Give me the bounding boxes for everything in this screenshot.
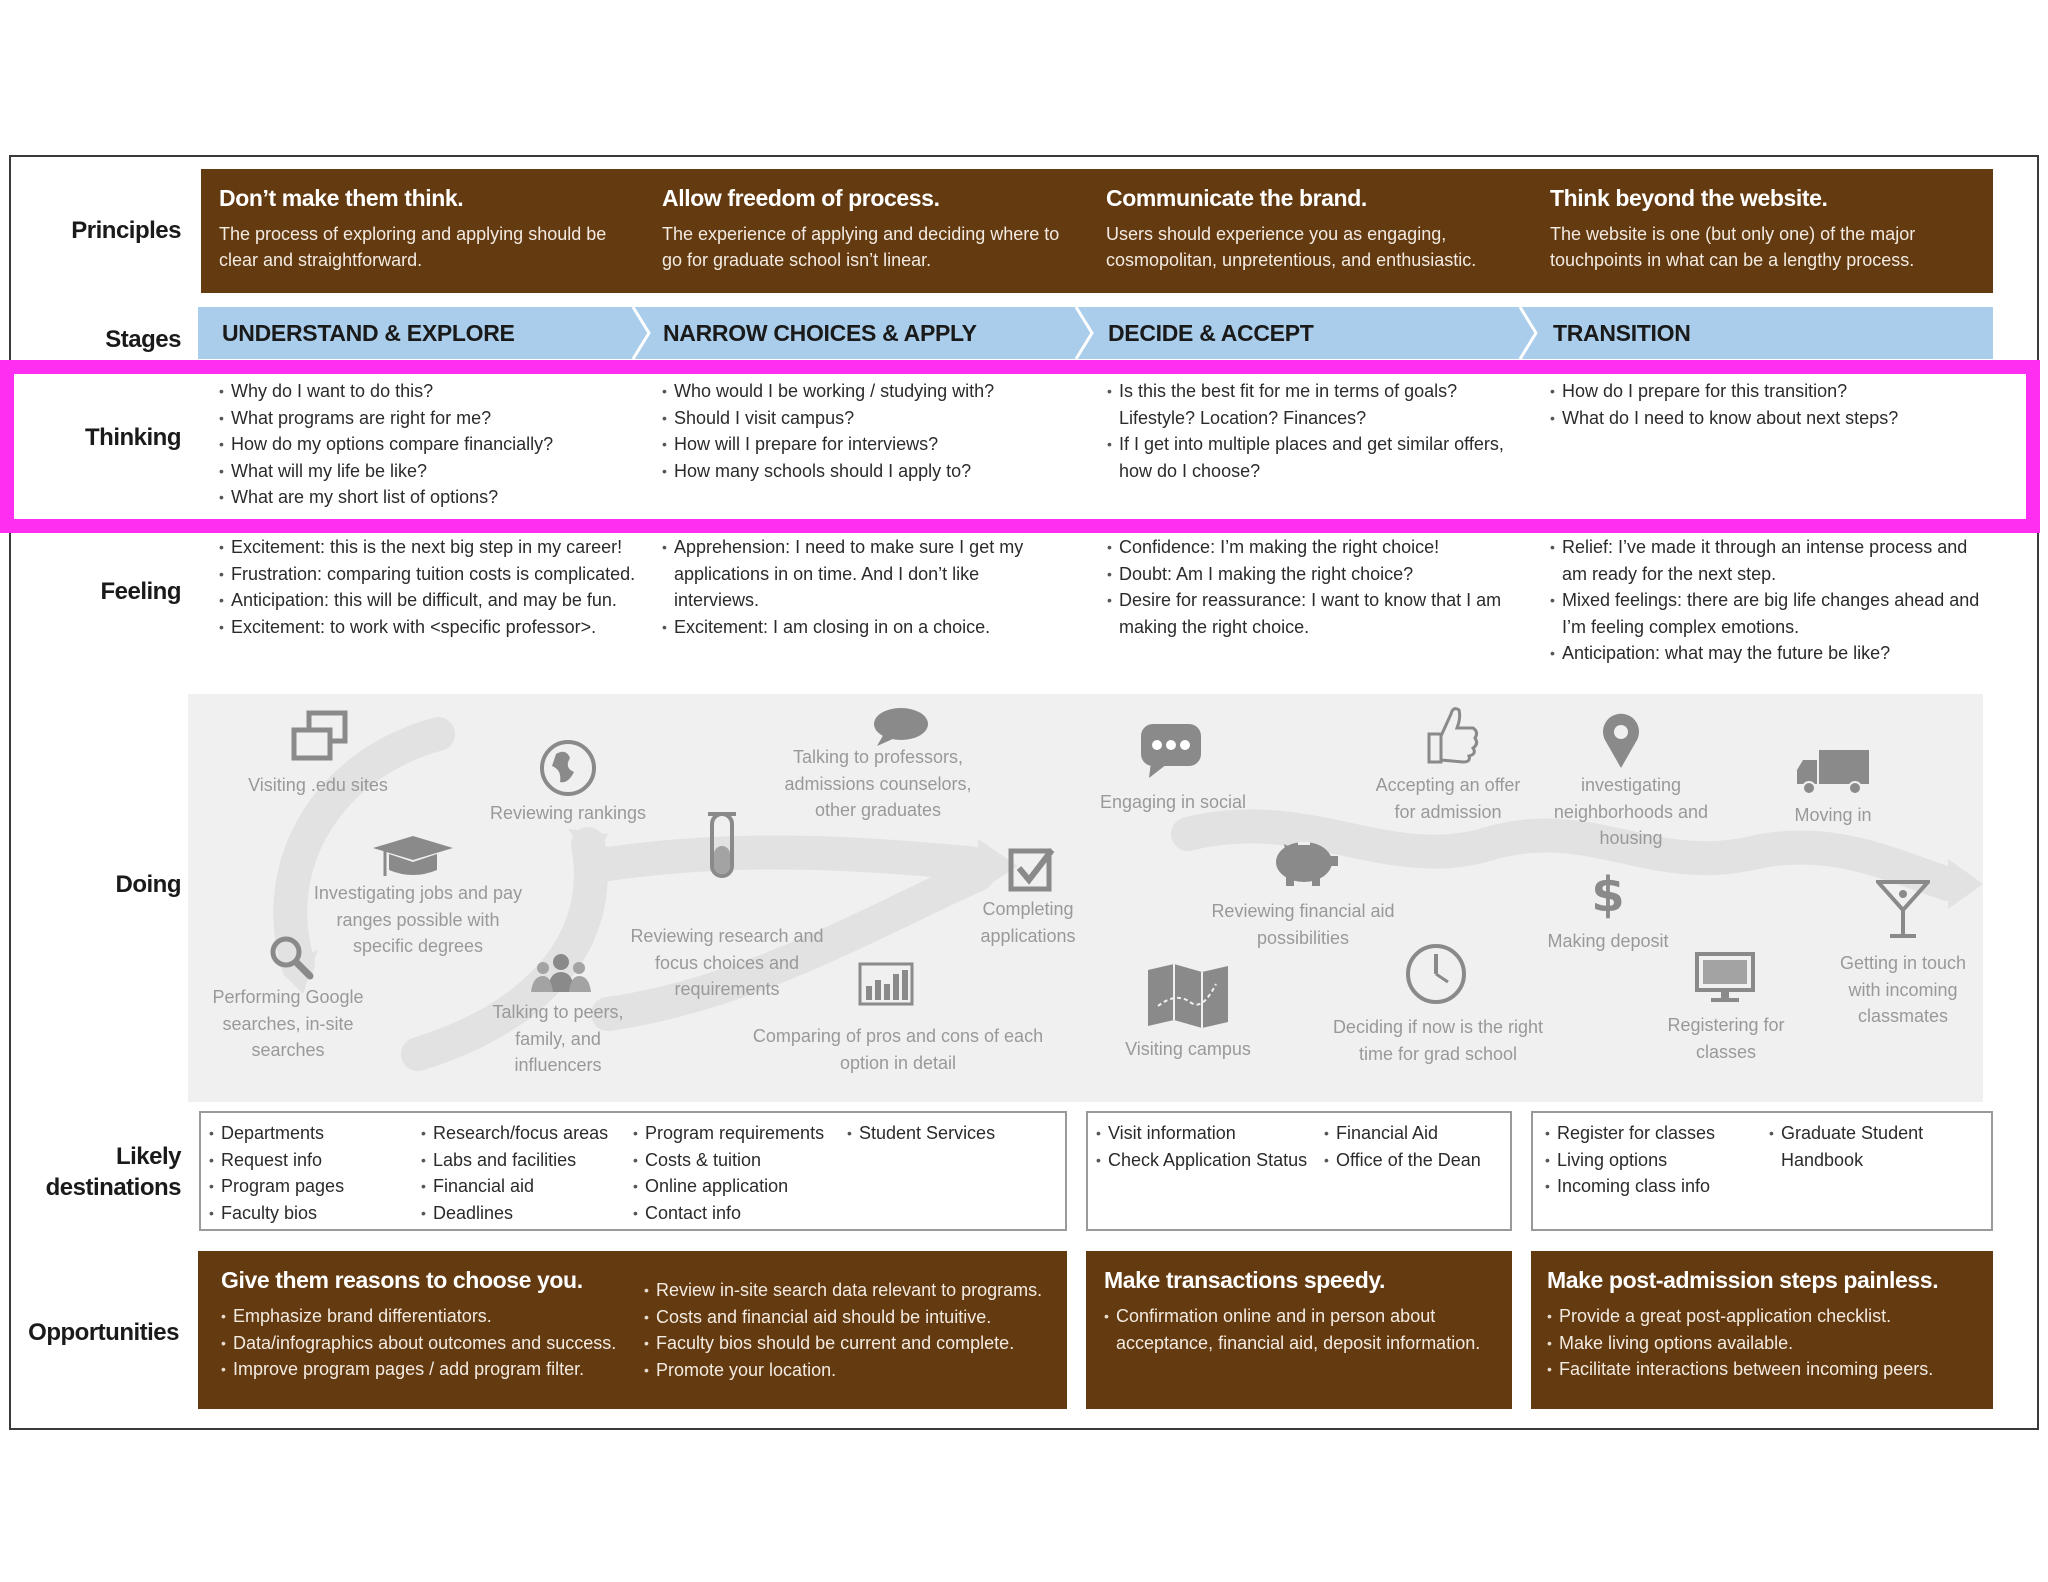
- principle-3: [1106, 183, 1526, 273]
- svg-text:$: $: [1591, 867, 1625, 921]
- principle-title: Think beyond the website.: [1550, 185, 1828, 211]
- destination-list: [209, 1120, 409, 1226]
- thinking-item: • Should I visit campus?: [662, 405, 1092, 432]
- stage-separator: [1074, 307, 1094, 359]
- principle-text: The experience of applying and deciding where to go for graduate school isn’t linear.: [662, 224, 1060, 270]
- opportunity-item: • Provide a great post-application checklist.: [1547, 1303, 1987, 1330]
- destination-item: • Faculty bios: [209, 1200, 409, 1227]
- principle-1: [219, 183, 639, 273]
- dollar-icon: [1590, 867, 1626, 921]
- doing-accepting-offer: Accepting an offer for admission: [1375, 775, 1521, 822]
- destination-item: • Graduate Student Handbook: [1769, 1120, 1979, 1173]
- doing-panel: [188, 694, 1983, 1102]
- principle-title: Communicate the brand.: [1106, 185, 1367, 211]
- destination-item: • Request info: [209, 1147, 409, 1174]
- row-label-doing: Doing: [115, 871, 181, 898]
- thinking-row-highlight: [0, 360, 2040, 533]
- feeling-item: • Excitement: this is the next big step in my career!: [219, 534, 649, 561]
- principle-text: The website is one (but only one) of the major touchpoints in what can be a lengthy process.: [1550, 224, 1916, 270]
- doing-visiting-edu: Visiting .edu sites: [248, 775, 388, 795]
- stage-separator: [1518, 307, 1538, 359]
- stage-separator: [631, 307, 651, 359]
- checkbox-icon: [1008, 846, 1056, 892]
- opportunity-item: • Costs and financial aid should be intuitive.: [644, 1304, 1064, 1331]
- feeling-item: • Anticipation: this will be difficult, and may be fun.: [219, 587, 649, 614]
- destination-item: • Financial Aid: [1324, 1120, 1504, 1147]
- destination-item: • Deadlines: [421, 1200, 631, 1227]
- truck-icon: [1795, 748, 1871, 796]
- chat-icon: [1139, 722, 1203, 780]
- doing-registering: Registering for classes: [1667, 1015, 1785, 1062]
- doing-making-deposit: Making deposit: [1547, 931, 1669, 951]
- destination-item: • Research/focus areas: [421, 1120, 631, 1147]
- destination-list: [1769, 1120, 1979, 1173]
- map-icon: [1146, 962, 1230, 1030]
- destination-item: • Register for classes: [1545, 1120, 1765, 1147]
- principles-band: [201, 169, 1993, 293]
- thinking-item: • If I get into multiple places and get similar offers, how do I choose?: [1107, 431, 1532, 484]
- doing-talking-peers: Talking to peers, family, and influencers: [492, 1002, 624, 1075]
- test-tube-icon: [704, 810, 740, 884]
- opportunity-item: • Facilitate interactions between incoming peers.: [1547, 1356, 1987, 1383]
- feeling-item: • Frustration: comparing tuition costs is complicated.: [219, 561, 649, 588]
- clock-icon: [1404, 942, 1468, 1006]
- destination-list: [1096, 1120, 1316, 1173]
- opportunity-list: [1547, 1303, 1987, 1383]
- principle-4: [1550, 183, 1970, 273]
- thinking-item: • How do my options compare financially?: [219, 431, 649, 458]
- thinking-item: • Why do I want to do this?: [219, 378, 649, 405]
- row-label-likely: Likely: [115, 1143, 181, 1170]
- opportunity-block-3: [1531, 1251, 1993, 1409]
- row-label-thinking: Thinking: [85, 424, 181, 451]
- feeling-col-4: [1550, 534, 1980, 667]
- row-label-opportunities: Opportunities: [28, 1319, 179, 1346]
- destinations-block-3: [1531, 1111, 1993, 1231]
- doing-talking-professors: Talking to professors, admissions counselors, other graduates: [784, 747, 972, 820]
- bar-chart-icon: [858, 962, 914, 1006]
- feeling-item: • Desire for reassurance: I want to know that I am making the right choice.: [1107, 587, 1532, 640]
- row-label-stages: Stages: [105, 326, 181, 353]
- destination-item: • Incoming class info: [1545, 1173, 1765, 1200]
- feeling-item: • Anticipation: what may the future be like?: [1550, 640, 1980, 667]
- doing-comparing: Comparing of pros and cons of each option in detail: [752, 1026, 1044, 1073]
- destination-item: • Check Application Status: [1096, 1147, 1316, 1174]
- feeling-item: • Doubt: Am I making the right choice?: [1107, 561, 1532, 588]
- destination-item: • Financial aid: [421, 1173, 631, 1200]
- feeling-item: • Confidence: I’m making the right choice!: [1107, 534, 1532, 561]
- doing-reviewing-research: Reviewing research and focus choices and requirements: [630, 926, 824, 999]
- cocktail-icon: [1876, 878, 1930, 940]
- thinking-item: • How many schools should I apply to?: [662, 458, 1092, 485]
- doing-engaging-social: Engaging in social: [1099, 792, 1247, 812]
- doing-google-searches: Performing Google searches, in-site searches: [212, 987, 364, 1060]
- destination-item: • Student Services: [847, 1120, 1047, 1147]
- destination-list: [421, 1120, 631, 1226]
- graduation-cap-icon: [373, 834, 453, 884]
- principle-2: [662, 183, 1082, 273]
- destinations-block-1: [199, 1111, 1067, 1231]
- journey-map: [9, 155, 2039, 1430]
- destination-list: [847, 1120, 1047, 1147]
- location-pin-icon: [1601, 712, 1641, 770]
- opportunity-list: [644, 1277, 1064, 1383]
- piggy-bank-icon: [1268, 834, 1340, 888]
- destination-item: • Program pages: [209, 1173, 409, 1200]
- feeling-col-3: [1107, 534, 1532, 640]
- stage-understand-explore: UNDERSTAND & EXPLORE: [222, 320, 515, 346]
- opportunity-item: • Faculty bios should be current and complete.: [644, 1330, 1064, 1357]
- monitor-icon: [1695, 952, 1755, 1004]
- opportunity-list: [221, 1303, 641, 1383]
- stage-narrow-choices-apply: NARROW CHOICES & APPLY: [663, 320, 977, 346]
- opportunity-item: • Promote your location.: [644, 1357, 1064, 1384]
- thinking-item: • What programs are right for me?: [219, 405, 649, 432]
- opportunity-item: • Improve program pages / add program filter.: [221, 1356, 641, 1383]
- destination-item: • Departments: [209, 1120, 409, 1147]
- opportunity-title: Make post-admission steps painless.: [1547, 1267, 1939, 1293]
- feeling-item: • Relief: I’ve made it through an intense process and am ready for the next step.: [1550, 534, 1980, 587]
- principle-title: Allow freedom of process.: [662, 185, 940, 211]
- doing-investigating-jobs: Investigating jobs and pay ranges possible with specific degrees: [313, 883, 523, 956]
- opportunity-item: • Make living options available.: [1547, 1330, 1987, 1357]
- destination-list: [633, 1120, 843, 1226]
- principle-text: The process of exploring and applying should be clear and straightforward.: [219, 224, 607, 270]
- opportunity-item: • Confirmation online and in person about acceptance, financial aid, deposit information.: [1104, 1303, 1504, 1356]
- row-label-feeling: Feeling: [100, 578, 181, 605]
- magnifier-icon: [268, 934, 314, 980]
- destination-list: [1324, 1120, 1504, 1173]
- people-icon: [531, 952, 591, 992]
- destination-item: • Costs & tuition: [633, 1147, 843, 1174]
- doing-getting-in-touch: Getting in touch with incoming classmates: [1839, 953, 1967, 1026]
- doing-deciding: Deciding if now is the right time for grad school: [1332, 1017, 1544, 1064]
- thinking-item: • Is this the best fit for me in terms of goals? Lifestyle? Location? Finances?: [1107, 378, 1532, 431]
- thinking-item: • How do I prepare for this transition?: [1550, 378, 1980, 405]
- destination-item: • Office of the Dean: [1324, 1147, 1504, 1174]
- speech-bubble-icon: [871, 706, 929, 748]
- feeling-item: • Mixed feelings: there are big life changes ahead and I’m feeling complex emotions.: [1550, 587, 1980, 640]
- thinking-item: • Who would I be working / studying with?: [662, 378, 1092, 405]
- principle-title: Don’t make them think.: [219, 185, 464, 211]
- destination-list: [1545, 1120, 1765, 1200]
- doing-visiting-campus: Visiting campus: [1125, 1039, 1251, 1059]
- opportunity-title: Make transactions speedy.: [1104, 1267, 1386, 1293]
- destinations-block-2: [1086, 1111, 1512, 1231]
- opportunity-title: Give them reasons to choose you.: [221, 1267, 583, 1293]
- destination-item: • Living options: [1545, 1147, 1765, 1174]
- destination-item: • Contact info: [633, 1200, 843, 1227]
- opportunity-item: • Emphasize brand differentiators.: [221, 1303, 641, 1330]
- thumbs-up-icon: [1423, 704, 1479, 766]
- opportunity-item: • Data/infographics about outcomes and success.: [221, 1330, 641, 1357]
- feeling-col-1: [219, 534, 649, 640]
- thinking-item: • What will my life be like?: [219, 458, 649, 485]
- opportunity-block-1: [198, 1251, 1067, 1409]
- opportunity-block-2: [1086, 1251, 1512, 1409]
- stage-transition: TRANSITION: [1553, 320, 1691, 346]
- thinking-item: • What are my short list of options?: [219, 484, 649, 511]
- stages-band: [198, 307, 1993, 359]
- opportunity-item: • Review in-site search data relevant to programs.: [644, 1277, 1064, 1304]
- destination-item: • Program requirements: [633, 1120, 843, 1147]
- doing-investigating-housing: investigating neighborhoods and housing: [1553, 775, 1709, 848]
- row-label-principles: Principles: [71, 217, 181, 244]
- row-label-destinations: destinations: [45, 1174, 181, 1201]
- feeling-item: • Apprehension: I need to make sure I get my applications in on time. And I don’t like interviews.: [662, 534, 1062, 614]
- doing-reviewing-aid: Reviewing financial aid possibilities: [1211, 901, 1395, 948]
- principle-text: Users should experience you as engaging, cosmopolitan, unpretentious, and enthusiastic.: [1106, 224, 1477, 270]
- doing-moving-in: Moving in: [1794, 805, 1872, 825]
- stage-decide-accept: DECIDE & ACCEPT: [1108, 320, 1314, 346]
- destination-item: • Online application: [633, 1173, 843, 1200]
- globe-icon: [538, 738, 598, 798]
- feeling-item: • Excitement: I am closing in on a choice.: [662, 614, 1062, 641]
- feeling-item: • Excitement: to work with <specific professor>.: [219, 614, 649, 641]
- doing-reviewing-rankings: Reviewing rankings: [489, 803, 647, 823]
- thinking-item: • What do I need to know about next steps?: [1550, 405, 1980, 432]
- destination-item: • Visit information: [1096, 1120, 1316, 1147]
- feeling-col-2: [662, 534, 1062, 640]
- opportunity-list: [1104, 1303, 1504, 1356]
- doing-completing-applications: Completing applications: [980, 899, 1076, 946]
- windows-icon: [291, 710, 349, 762]
- thinking-item: • How will I prepare for interviews?: [662, 431, 1092, 458]
- destination-item: • Labs and facilities: [421, 1147, 631, 1174]
